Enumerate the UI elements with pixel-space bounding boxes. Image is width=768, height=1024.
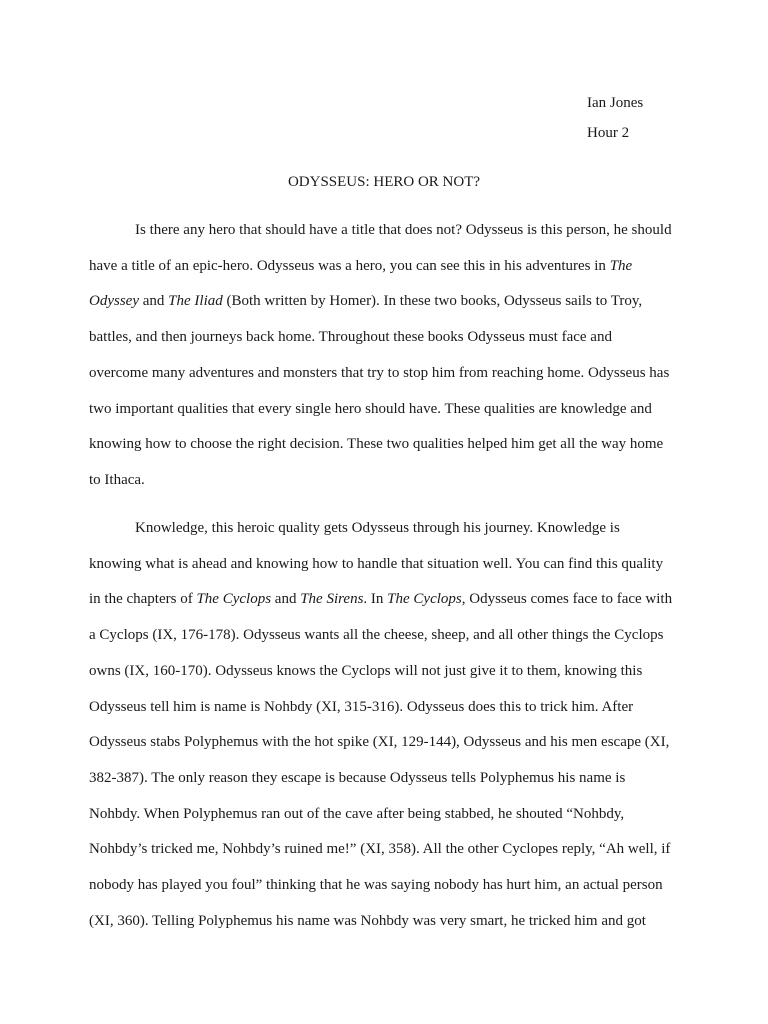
text-segment: a Cyclops (IX, 176-178). Odysseus wants all the cheese, sheep, and all other things the Cyclops <box>89 627 664 644</box>
text-segment: have a title of an epic-hero. Odysseus was a hero, you can see this in his adventures in <box>89 257 610 274</box>
text-segment: owns (IX, 160-170). Odysseus knows the Cyclops will not just give it to them, knowing this <box>89 662 643 679</box>
text-line <box>89 400 652 418</box>
text-segment: overcome many adventures and monsters that try to stop him from reaching home. Odysseus has <box>89 364 670 381</box>
text-line <box>89 698 633 716</box>
text-line <box>89 471 145 489</box>
text-segment: (XI, 360). Telling Polyphemus his name was Nohbdy was very smart, he tricked him and got <box>89 912 646 929</box>
text-segment: and <box>271 591 301 608</box>
text-line <box>89 912 646 930</box>
italic-title-text: The <box>609 257 633 274</box>
text-segment: nobody has played you foul” thinking that he was saying nobody has hurt him, an actual person <box>89 877 663 893</box>
text-line <box>89 435 663 453</box>
text-segment: (Both written by Homer). In these two books, Odysseus sails to Troy, <box>222 293 643 310</box>
text-segment: and <box>138 293 169 310</box>
text-segment: Nohbdy. When Polyphemus ran out of the cave after being stabbed, he shouted “Nohbdy, <box>89 805 625 822</box>
text-line <box>89 292 642 310</box>
text-segment: , Odysseus comes face to face with <box>461 591 673 608</box>
text-segment: two important qualities that every single hero should have. These qualities are knowledge and <box>89 400 652 417</box>
italic-title-text: The Cyclops <box>387 591 462 608</box>
text-segment: 382-387). The only reason they escape is because Odysseus tells Polyphemus his name is <box>89 769 626 786</box>
text-line <box>89 257 632 275</box>
text-line <box>89 805 624 823</box>
text-line <box>89 733 669 751</box>
author-name: Ian Jones <box>587 95 644 111</box>
text-line <box>89 590 672 608</box>
text-segment: knowing what is ahead and knowing how to handle that situation well. You can find this quality <box>89 555 664 572</box>
text-segment: in the chapters of <box>89 591 197 608</box>
text-line <box>89 840 670 858</box>
text-segment: . In <box>363 591 388 608</box>
text-line <box>135 519 620 537</box>
text-segment: Odysseus stabs Polyphemus with the hot spike (XI, 129-144), Odysseus and his men escape (XI, <box>89 734 670 751</box>
italic-title-text: The Iliad <box>168 293 223 310</box>
text-segment: Odysseus tell him is name is Nohbdy (XI, 315-316). Odysseus does this to trick him. After <box>89 698 634 715</box>
text-line <box>89 328 612 346</box>
text-segment: battles, and then journeys back home. Throughout these books Odysseus must face and <box>89 329 612 346</box>
italic-title-text: The Sirens <box>300 591 364 608</box>
class-hour: Hour 2 <box>587 125 630 141</box>
text-line <box>89 555 663 573</box>
text-segment: Knowledge, this heroic quality gets Odysseus through his journey. Knowledge is <box>135 520 620 536</box>
text-line <box>89 769 625 787</box>
text-segment: to Ithaca. <box>89 471 145 488</box>
text-segment: knowing how to choose the right decision. These two qualities helped him get all the way home <box>89 436 664 453</box>
text-line <box>89 876 663 894</box>
text-line <box>135 221 672 239</box>
text-line <box>89 626 663 644</box>
text-line <box>89 364 669 382</box>
text-segment: Is there any hero that should have a title that does not? Odysseus is this person, he should <box>135 222 672 238</box>
text-segment: Nohbdy’s tricked me, Nohbdy’s ruined me!” (XI, 358). All the other Cyclopes reply, “Ah well, if <box>89 841 671 858</box>
italic-title-text: Odyssey <box>89 293 139 310</box>
text-line <box>89 662 642 680</box>
italic-title-text: The Cyclops <box>196 591 272 608</box>
essay-title: ODYSSEUS: HERO OR NOT? <box>287 174 481 190</box>
